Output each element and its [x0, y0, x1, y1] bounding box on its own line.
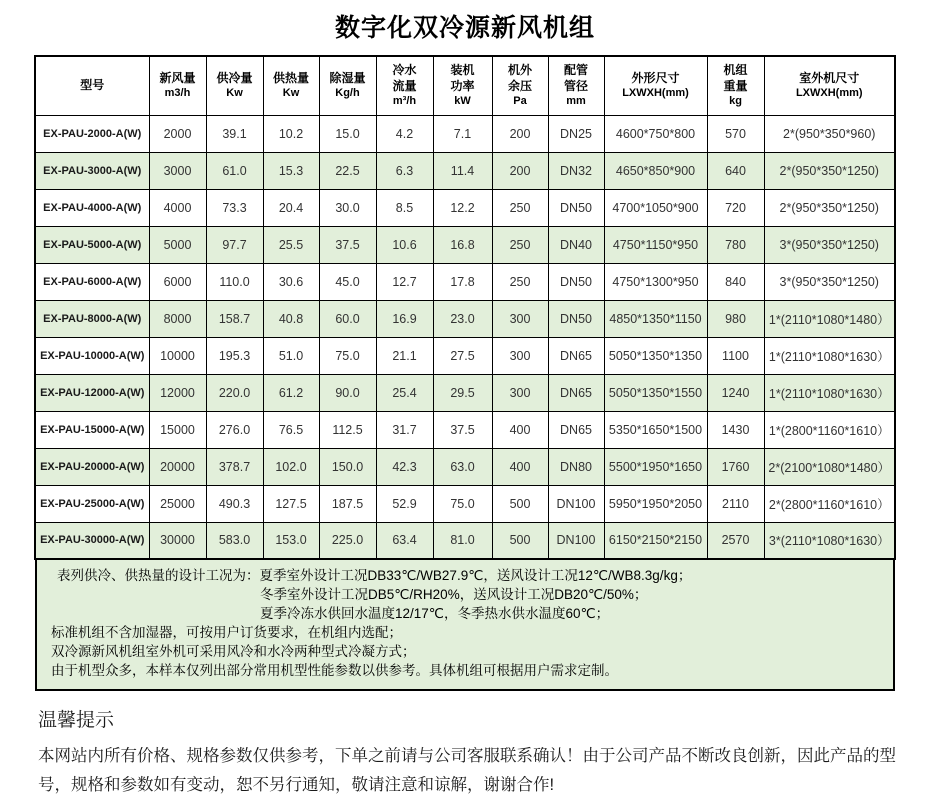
- cell-model: EX-PAU-15000-A(W): [35, 411, 149, 448]
- footer-paragraph: 本网站内所有价格、规格参数仅供参考，下单之前请与公司客服联系确认！由于公司产品不断改良创新，因此产品的型号，规格和参数如有变动，恕不另行通知，敬请注意和谅解，谢谢合作!: [38, 747, 896, 794]
- cell-weight: 720: [707, 189, 764, 226]
- note-line: 夏季冷冻水供回水温度12/17℃，冬季热水供水温度60℃；: [260, 606, 610, 621]
- cell-water-flow: 12.7: [376, 263, 433, 300]
- cell-outdoor-dims: 1*(2110*1080*1630）: [764, 374, 895, 411]
- table-row: [35, 115, 895, 152]
- column-header-weight: 机组 重量 kg: [707, 56, 764, 115]
- cell-weight: 1760: [707, 448, 764, 485]
- cell-cooling: 110.0: [206, 263, 263, 300]
- cell-power: 16.8: [433, 226, 492, 263]
- cell-weight: 780: [707, 226, 764, 263]
- cell-water-flow: 25.4: [376, 374, 433, 411]
- column-header-water-flow: 冷水 流量 m³/h: [376, 56, 433, 115]
- cell-dehumid: 30.0: [319, 189, 376, 226]
- spec-table: [34, 55, 896, 560]
- cell-water-flow: 31.7: [376, 411, 433, 448]
- cell-ext-pressure: 250: [492, 226, 548, 263]
- column-header-dimensions: 外形尺寸 LXWXH(mm): [604, 56, 707, 115]
- cell-outdoor-dims: 1*(2800*1160*1610）: [764, 411, 895, 448]
- cell-cooling: 73.3: [206, 189, 263, 226]
- cell-weight: 1100: [707, 337, 764, 374]
- cell-airflow: 10000: [149, 337, 206, 374]
- cell-airflow: 30000: [149, 522, 206, 559]
- cell-heating: 20.4: [263, 189, 319, 226]
- cell-model: EX-PAU-12000-A(W): [35, 374, 149, 411]
- cell-outdoor-dims: 2*(950*350*1250): [764, 152, 895, 189]
- table-row: [35, 448, 895, 485]
- cell-weight: 1240: [707, 374, 764, 411]
- cell-ext-pressure: 500: [492, 485, 548, 522]
- cell-ext-pressure: 250: [492, 189, 548, 226]
- table-row: [35, 263, 895, 300]
- footer-heading: 温馨提示: [38, 710, 115, 731]
- cell-outdoor-dims: 2*(950*350*960): [764, 115, 895, 152]
- cell-dimensions: 5050*1350*1350: [604, 337, 707, 374]
- cell-dimensions: 6150*2150*2150: [604, 522, 707, 559]
- cell-model: EX-PAU-25000-A(W): [35, 485, 149, 522]
- cell-model: EX-PAU-4000-A(W): [35, 189, 149, 226]
- cell-cooling: 158.7: [206, 300, 263, 337]
- cell-dehumid: 60.0: [319, 300, 376, 337]
- footer: [0, 691, 930, 800]
- table-row: [35, 189, 895, 226]
- cell-dehumid: 225.0: [319, 522, 376, 559]
- table-row: [35, 300, 895, 337]
- cell-ext-pressure: 400: [492, 448, 548, 485]
- table-row: [35, 374, 895, 411]
- cell-dehumid: 22.5: [319, 152, 376, 189]
- cell-dimensions: 4750*1300*950: [604, 263, 707, 300]
- cell-water-flow: 42.3: [376, 448, 433, 485]
- column-header-airflow: 新风量 m3/h: [149, 56, 206, 115]
- cell-cooling: 195.3: [206, 337, 263, 374]
- notes-box: [35, 558, 895, 691]
- cell-dehumid: 112.5: [319, 411, 376, 448]
- cell-model: EX-PAU-8000-A(W): [35, 300, 149, 337]
- cell-heating: 102.0: [263, 448, 319, 485]
- cell-ext-pressure: 250: [492, 263, 548, 300]
- cell-airflow: 3000: [149, 152, 206, 189]
- cell-outdoor-dims: 3*(950*350*1250): [764, 263, 895, 300]
- cell-outdoor-dims: 3*(950*350*1250): [764, 226, 895, 263]
- cell-model: EX-PAU-2000-A(W): [35, 115, 149, 152]
- cell-outdoor-dims: 2*(2100*1080*1480）: [764, 448, 895, 485]
- cell-dehumid: 45.0: [319, 263, 376, 300]
- cell-pipe-dia: DN100: [548, 522, 604, 559]
- cell-airflow: 15000: [149, 411, 206, 448]
- column-header-dehumid: 除湿量 Kg/h: [319, 56, 376, 115]
- cell-dehumid: 75.0: [319, 337, 376, 374]
- cell-outdoor-dims: 2*(2800*1160*1610）: [764, 485, 895, 522]
- cell-model: EX-PAU-30000-A(W): [35, 522, 149, 559]
- column-header-outdoor-dims: 室外机尺寸 LXWXH(mm): [764, 56, 895, 115]
- cell-weight: 570: [707, 115, 764, 152]
- cell-dimensions: 4750*1150*950: [604, 226, 707, 263]
- cell-power: 29.5: [433, 374, 492, 411]
- cell-dimensions: 5500*1950*1650: [604, 448, 707, 485]
- cell-heating: 30.6: [263, 263, 319, 300]
- cell-pipe-dia: DN50: [548, 300, 604, 337]
- cell-heating: 127.5: [263, 485, 319, 522]
- cell-ext-pressure: 500: [492, 522, 548, 559]
- cell-dimensions: 5050*1350*1550: [604, 374, 707, 411]
- cell-power: 81.0: [433, 522, 492, 559]
- cell-pipe-dia: DN50: [548, 189, 604, 226]
- cell-outdoor-dims: 2*(950*350*1250): [764, 189, 895, 226]
- cell-cooling: 39.1: [206, 115, 263, 152]
- column-header-heating: 供热量 Kw: [263, 56, 319, 115]
- cell-power: 11.4: [433, 152, 492, 189]
- cell-heating: 25.5: [263, 226, 319, 263]
- cell-pipe-dia: DN65: [548, 411, 604, 448]
- cell-pipe-dia: DN65: [548, 374, 604, 411]
- cell-dimensions: 5950*1950*2050: [604, 485, 707, 522]
- cell-dehumid: 150.0: [319, 448, 376, 485]
- table-row: [35, 226, 895, 263]
- cell-airflow: 12000: [149, 374, 206, 411]
- cell-water-flow: 52.9: [376, 485, 433, 522]
- cell-ext-pressure: 200: [492, 115, 548, 152]
- cell-cooling: 220.0: [206, 374, 263, 411]
- cell-ext-pressure: 300: [492, 337, 548, 374]
- cell-model: EX-PAU-3000-A(W): [35, 152, 149, 189]
- cell-water-flow: 8.5: [376, 189, 433, 226]
- cell-dimensions: 5350*1650*1500: [604, 411, 707, 448]
- cell-outdoor-dims: 1*(2110*1080*1480）: [764, 300, 895, 337]
- cell-power: 23.0: [433, 300, 492, 337]
- cell-pipe-dia: DN80: [548, 448, 604, 485]
- cell-model: EX-PAU-20000-A(W): [35, 448, 149, 485]
- cell-heating: 40.8: [263, 300, 319, 337]
- note-line: 由于机型众多，本样本仅列出部分常用机型性能参数以供参考。具体机组可根据用户需求定制。: [51, 663, 618, 678]
- cell-weight: 840: [707, 263, 764, 300]
- cell-model: EX-PAU-5000-A(W): [35, 226, 149, 263]
- cell-heating: 51.0: [263, 337, 319, 374]
- cell-heating: 61.2: [263, 374, 319, 411]
- cell-cooling: 490.3: [206, 485, 263, 522]
- cell-dehumid: 90.0: [319, 374, 376, 411]
- cell-pipe-dia: DN25: [548, 115, 604, 152]
- column-header-power: 装机 功率 kW: [433, 56, 492, 115]
- cell-model: EX-PAU-6000-A(W): [35, 263, 149, 300]
- cell-heating: 10.2: [263, 115, 319, 152]
- cell-power: 17.8: [433, 263, 492, 300]
- cell-cooling: 61.0: [206, 152, 263, 189]
- cell-dehumid: 15.0: [319, 115, 376, 152]
- note-line: 冬季室外设计工况DB5℃/RH20%，送风设计工况DB20℃/50%；: [260, 587, 648, 602]
- header-row: [35, 56, 895, 115]
- spec-table-body: [35, 115, 895, 559]
- cell-dehumid: 187.5: [319, 485, 376, 522]
- cell-airflow: 6000: [149, 263, 206, 300]
- cell-power: 75.0: [433, 485, 492, 522]
- cell-heating: 76.5: [263, 411, 319, 448]
- cell-airflow: 8000: [149, 300, 206, 337]
- cell-water-flow: 63.4: [376, 522, 433, 559]
- cell-power: 63.0: [433, 448, 492, 485]
- column-header-pipe-dia: 配管 管径 mm: [548, 56, 604, 115]
- note-line: 表列供冷、供热量的设计工况为：夏季室外设计工况DB33℃/WB27.9℃，送风设计工况12℃/WB8.3g/kg；: [57, 568, 692, 583]
- cell-outdoor-dims: 1*(2110*1080*1630）: [764, 337, 895, 374]
- cell-dimensions: 4700*1050*900: [604, 189, 707, 226]
- column-header-cooling: 供冷量 Kw: [206, 56, 263, 115]
- cell-dimensions: 4850*1350*1150: [604, 300, 707, 337]
- cell-power: 37.5: [433, 411, 492, 448]
- cell-ext-pressure: 200: [492, 152, 548, 189]
- cell-pipe-dia: DN65: [548, 337, 604, 374]
- cell-water-flow: 10.6: [376, 226, 433, 263]
- cell-airflow: 25000: [149, 485, 206, 522]
- cell-water-flow: 6.3: [376, 152, 433, 189]
- column-header-model: 型号: [35, 56, 149, 115]
- table-row: [35, 522, 895, 559]
- table-row: [35, 337, 895, 374]
- cell-pipe-dia: DN40: [548, 226, 604, 263]
- cell-cooling: 97.7: [206, 226, 263, 263]
- cell-airflow: 20000: [149, 448, 206, 485]
- cell-dimensions: 4600*750*800: [604, 115, 707, 152]
- cell-ext-pressure: 300: [492, 300, 548, 337]
- cell-water-flow: 4.2: [376, 115, 433, 152]
- page-title: 数字化双冷源新风机组: [334, 14, 595, 42]
- cell-weight: 1430: [707, 411, 764, 448]
- cell-model: EX-PAU-10000-A(W): [35, 337, 149, 374]
- cell-ext-pressure: 400: [492, 411, 548, 448]
- cell-outdoor-dims: 3*(2110*1080*1630）: [764, 522, 895, 559]
- cell-weight: 980: [707, 300, 764, 337]
- cell-pipe-dia: DN32: [548, 152, 604, 189]
- cell-heating: 153.0: [263, 522, 319, 559]
- cell-dehumid: 37.5: [319, 226, 376, 263]
- cell-heating: 15.3: [263, 152, 319, 189]
- cell-pipe-dia: DN100: [548, 485, 604, 522]
- cell-dimensions: 4650*850*900: [604, 152, 707, 189]
- cell-weight: 640: [707, 152, 764, 189]
- cell-power: 27.5: [433, 337, 492, 374]
- cell-weight: 2110: [707, 485, 764, 522]
- cell-power: 12.2: [433, 189, 492, 226]
- cell-weight: 2570: [707, 522, 764, 559]
- column-header-ext-pressure: 机外 余压 Pa: [492, 56, 548, 115]
- table-row: [35, 485, 895, 522]
- cell-cooling: 583.0: [206, 522, 263, 559]
- cell-airflow: 5000: [149, 226, 206, 263]
- cell-cooling: 276.0: [206, 411, 263, 448]
- cell-cooling: 378.7: [206, 448, 263, 485]
- cell-water-flow: 21.1: [376, 337, 433, 374]
- cell-ext-pressure: 300: [492, 374, 548, 411]
- note-line: 标准机组不含加湿器，可按用户订货要求，在机组内选配；: [51, 625, 402, 640]
- cell-water-flow: 16.9: [376, 300, 433, 337]
- cell-pipe-dia: DN50: [548, 263, 604, 300]
- cell-airflow: 4000: [149, 189, 206, 226]
- note-line: 双冷源新风机组室外机可采用风冷和水冷两种型式冷凝方式；: [51, 644, 416, 659]
- cell-power: 7.1: [433, 115, 492, 152]
- table-row: [35, 411, 895, 448]
- table-row: [35, 152, 895, 189]
- cell-airflow: 2000: [149, 115, 206, 152]
